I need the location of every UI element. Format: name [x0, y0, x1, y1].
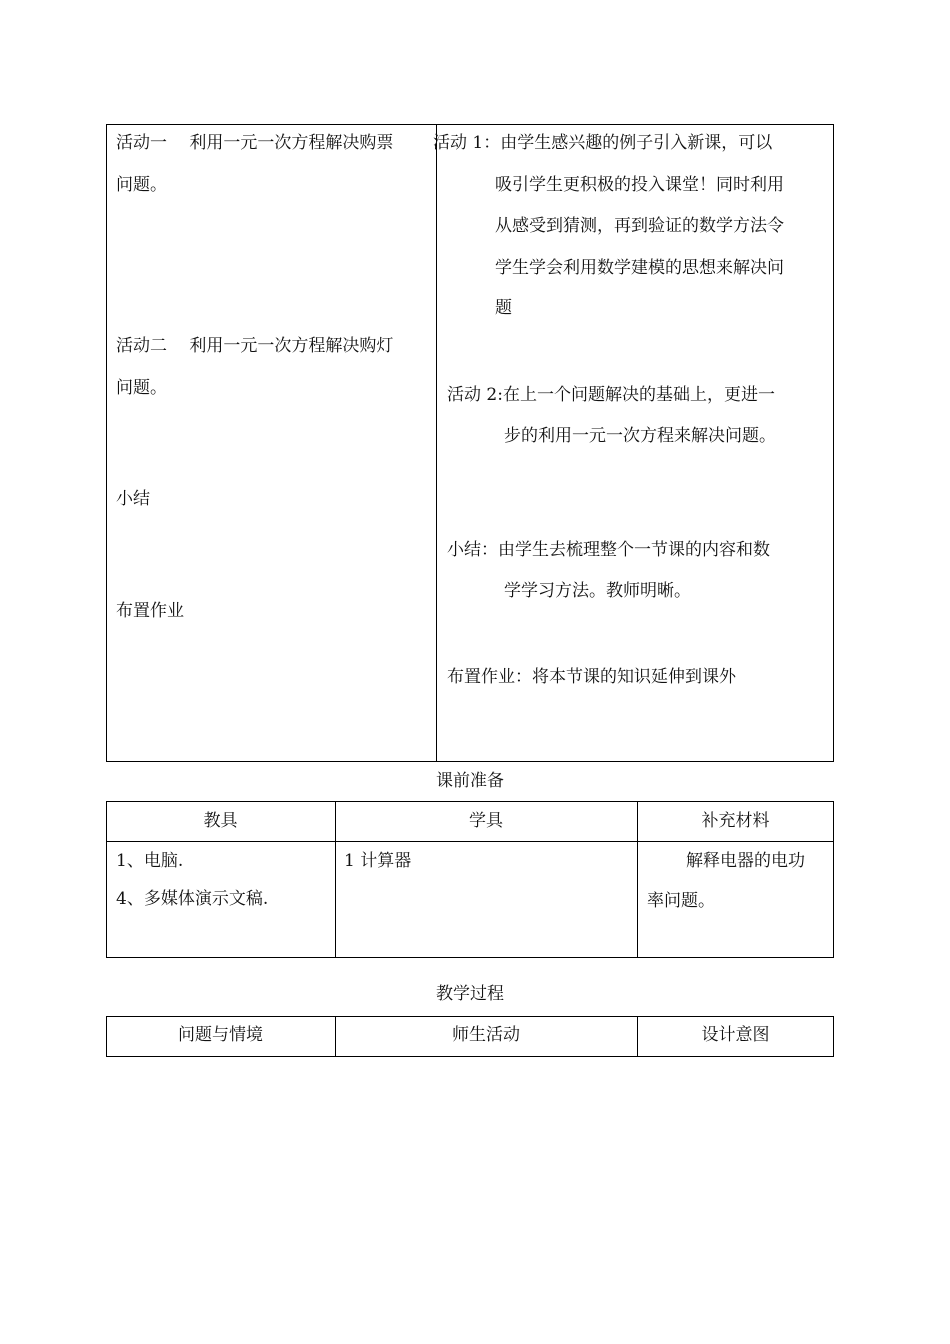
teaching-tool-item: 1、电脑.	[116, 851, 184, 871]
process-header-intent: 设计意图	[701, 1025, 770, 1045]
activity1-intent-line3: 从感受到猜测，再到验证的数学方法令	[495, 216, 784, 236]
supplement-line2: 率问题。	[647, 891, 715, 911]
activity1-title-line1: 活动一 利用一元一次方程解决购票	[116, 133, 394, 153]
process-header-situation: 问题与情境	[178, 1025, 263, 1045]
activity1-intent-line5: 题	[495, 298, 512, 318]
activity2-intent-line1: 活动 2:在上一个问题解决的基础上，更进一	[447, 385, 775, 405]
student-tool-item: 1 计算器	[344, 851, 412, 871]
supplement-line1: 解释电器的电功	[686, 851, 805, 871]
activity2-title-line2: 问题。	[116, 378, 167, 398]
activity1-intent-line1: 活动 1：由学生感兴趣的例子引入新课，可以	[433, 133, 773, 153]
activity1-intent-line2: 吸引学生更积极的投入课堂！同时利用	[495, 175, 784, 195]
summary-label: 小结	[116, 489, 150, 509]
prep-header-student-tools: 学具	[469, 811, 503, 831]
homework-intent: 布置作业：将本节课的知识延伸到课外	[447, 667, 736, 687]
activity1-intent-line4: 学生学会利用数学建模的思想来解决问	[495, 258, 784, 278]
activity1-title-line2: 问题。	[116, 175, 167, 195]
prep-header-teaching-tools: 教具	[203, 811, 238, 831]
prep-title: 课前准备	[436, 771, 504, 791]
teaching-tool-item: 4、多媒体演示文稿.	[116, 889, 269, 909]
summary-intent-line1: 小结：由学生去梳理整个一节课的内容和数	[447, 540, 770, 560]
activity2-intent-line2: 步的利用一元一次方程来解决问题。	[504, 426, 776, 446]
process-title: 教学过程	[436, 984, 504, 1004]
activity2-title-line1: 活动二 利用一元一次方程解决购灯	[116, 336, 394, 356]
summary-intent-line2: 学学习方法。教师明晰。	[504, 581, 691, 601]
process-header-activities: 师生活动	[452, 1025, 520, 1045]
prep-table-header-line	[106, 841, 834, 842]
homework-label: 布置作业	[116, 601, 184, 621]
prep-header-supplement: 补充材料	[701, 811, 770, 831]
activities-table-divider	[436, 124, 437, 762]
